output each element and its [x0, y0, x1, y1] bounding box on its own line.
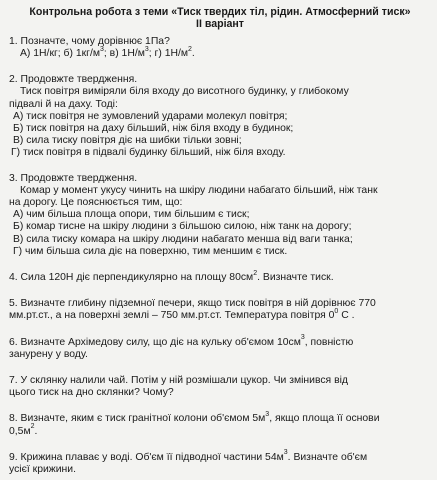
- q6-text-b: , повністю: [304, 336, 354, 348]
- question-7-line-2: цього тиск на дно склянки? Чому?: [9, 387, 174, 399]
- worksheet-title: [9, 6, 431, 31]
- q8-text-d: .: [34, 425, 38, 437]
- title-variant: ІІ варіант: [196, 18, 244, 31]
- q8-text-c: 0,5м: [9, 425, 31, 437]
- question-2-option-d: Г) тиск повітря в підвалі будинку більший, ніж біля входу.: [11, 147, 286, 159]
- q1-sup-2: 2: [188, 45, 192, 53]
- q8-text-a: 8. Визначте, яким є тиск гранітної колони об'ємом 5м: [9, 413, 266, 425]
- question-2-text-1: Тиск повітря виміряли біля входу до висотного будинку, у глибокому: [20, 86, 349, 98]
- q5-text-a: мм.рт.ст., а на поверхні землі – 750 мм.рт.ст. Температура повітря 0: [9, 310, 335, 322]
- question-9: [9, 449, 431, 476]
- q6-sup: 3: [300, 334, 305, 342]
- question-3-prompt: 3. Продовжте твердження.: [9, 172, 138, 184]
- question-9-line-2: усієї крижини.: [9, 464, 76, 476]
- question-3-option-b: Б) комар тисне на шкіру людини з більшою силою, ніж танк на дорогу;: [13, 221, 352, 233]
- q6-text-a: 6. Визначте Архімедову силу, що діє на кульку об'ємом 10см: [9, 336, 301, 348]
- question-6-line-2: занурену у воду.: [9, 348, 88, 360]
- q1-option-v: ; в) 1Н/м: [103, 48, 145, 60]
- question-6: [9, 334, 431, 361]
- title-topic: Контрольна робота з теми «Тиск твердих тіл, рідин. Атмосферний тиск»: [29, 6, 411, 18]
- q1-sup-3b: 3: [144, 45, 149, 53]
- q4-text-a: 4. Сила 120Н діє перпендикулярно на площу 80см: [9, 272, 254, 284]
- question-7: [9, 375, 431, 399]
- question-9-line-1: [9, 449, 431, 464]
- question-5: [9, 298, 431, 322]
- q8-sup-1: 3: [265, 411, 270, 419]
- question-7-line-1: 7. У склянку налили чай. Потім у ній розмішали цукор. Чи змінився від: [9, 375, 348, 387]
- question-3-text-1: Комар у момент укусу чинить на шкіру людини набагато більший, ніж танк: [20, 184, 378, 196]
- question-3-option-d: Г) чим більша сила діє на поверхню, тим меншим є тиск.: [13, 245, 288, 257]
- question-8-line-2: [9, 423, 431, 438]
- question-8-line-1: [9, 413, 431, 425]
- q8-text-b: , якщо площа її основи: [269, 413, 380, 425]
- question-3-option-c: В) сила тиску комара на шкіру людини набагато менша від ваги танка;: [13, 233, 353, 245]
- q1-end: .: [191, 48, 195, 60]
- question-2: [9, 74, 431, 159]
- q1-option-a-b: А) 1Н/кг; б) 1кг/м: [20, 48, 100, 60]
- question-1: [9, 36, 431, 60]
- q9-sup: 3: [283, 449, 288, 457]
- question-2-option-a: А) тиск повітря не зумовлений ударами молекул повітря;: [13, 110, 288, 122]
- question-2-text-2: підвалі й на даху. Тоді:: [9, 98, 118, 110]
- q9-text-b: . Визначте об'єм: [287, 451, 368, 463]
- question-4: [9, 269, 431, 284]
- question-5-line-1: 5. Визначте глибину підземної печери, якщо тиск повітря в ній дорівнює 770: [9, 298, 376, 310]
- question-5-line-2: [9, 310, 431, 322]
- question-2-option-b: Б) тиск повітря на даху більший, ніж біля входу в будинок;: [13, 123, 294, 135]
- question-4-text: [9, 269, 431, 284]
- question-1-options: [9, 45, 431, 60]
- question-2-prompt: 2. Продовжте твердження.: [9, 74, 138, 86]
- question-3-text-2: на дорогу. Це пояснюється тим, що:: [9, 197, 183, 209]
- question-8: [9, 413, 431, 437]
- q4-text-b: . Визначте тиск.: [257, 272, 334, 284]
- q9-text-a: 9. Крижина плаває у воді. Об'єм її підводної частини 54м: [9, 451, 284, 463]
- q5-text-b: С .: [338, 310, 355, 322]
- q4-sup: 2: [253, 269, 258, 277]
- question-1-prompt: 1. Позначте, чому дорівнює 1Па?: [9, 35, 170, 47]
- q8-sup-2: 2: [30, 423, 35, 431]
- q1-option-g: ; г) 1Н/м: [148, 48, 189, 60]
- question-6-line-1: [9, 334, 431, 349]
- question-3-option-a: А) чим більша площа опори, тим більшим є тиск;: [13, 209, 250, 221]
- question-2-option-c: В) сила тиску повітря діє на шибки тільки зовні;: [13, 135, 242, 147]
- q5-sup: 0: [334, 308, 339, 315]
- question-3: [9, 173, 431, 258]
- q1-sup-3: 3: [100, 45, 104, 53]
